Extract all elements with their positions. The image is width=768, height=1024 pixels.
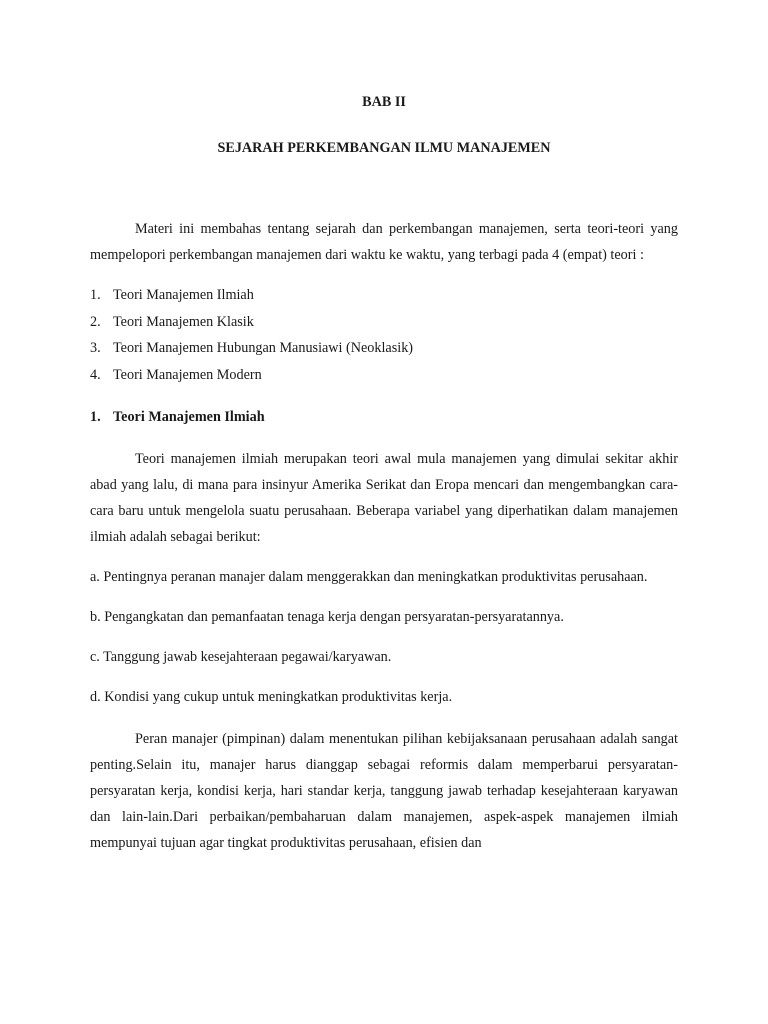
variable-item-c: c. Tanggung jawab kesejahteraan pegawai/karyawan.	[90, 649, 392, 665]
variable-item-d: d. Kondisi yang cukup untuk meningkatkan produktivitas kerja.	[90, 689, 453, 705]
section-paragraph-2: Peran manajer (pimpinan) dalam menentukan pilihan kebijaksanaan perusahaan adalah sangat penting.Selain itu, manajer harus dianggap sebagai reformis dalam memperbarui persyaratan-persyaratan kerja, kondisi kerja, hari standar kerja, tanggung jawab terhadap kesejahteraan karyawan dan lain-lain.Dari perbaikan/pembaharuan dalam manajemen, aspek-aspek manajemen ilmiah mempunyai tujuan agar tingkat produktivitas perusahaan, efisien dan	[90, 731, 678, 851]
section-number: 1.	[90, 409, 101, 425]
list-item	[90, 282, 678, 309]
section-heading	[90, 404, 678, 430]
list-item	[90, 335, 678, 362]
section-title: Teori Manajemen Ilmiah	[113, 409, 265, 425]
intro-paragraph: Materi ini membahas tentang sejarah dan perkembangan manajemen, serta teori-teori yang mempelopori perkembangan manajemen dari waktu ke waktu, yang terbagi pada 4 (empat) teori :	[90, 221, 678, 263]
theory-list	[90, 282, 678, 388]
list-item-label: Teori Manajemen Ilmiah	[113, 287, 254, 303]
chapter-title: SEJARAH PERKEMBANGAN ILMU MANAJEMEN	[217, 140, 551, 156]
chapter-heading: BAB II	[362, 94, 406, 110]
list-item-number: 3.	[90, 340, 101, 356]
page-content	[90, 88, 678, 856]
list-item-label: Teori Manajemen Klasik	[113, 313, 254, 330]
list-item-label: Teori Manajemen Hubungan Manusiawi (Neoklasik)	[113, 340, 414, 356]
list-item-number: 1.	[90, 287, 101, 303]
list-item-number: 4.	[90, 366, 101, 383]
list-item	[90, 362, 678, 389]
list-item-number: 2.	[90, 313, 101, 330]
list-item-label: Teori Manajemen Modern	[113, 366, 262, 383]
variable-item-a: a. Pentingnya peranan manajer dalam menggerakkan dan meningkatkan produktivitas perusahaan.	[90, 569, 648, 585]
section-paragraph: Teori manajemen ilmiah merupakan teori awal mula manajemen yang dimulai sekitar akhir abad yang lalu, di mana para insinyur Amerika Serikat dan Eropa mencari dan mengembangkan cara-cara baru untuk mengelola suatu perusahaan. Beberapa variabel yang diperhatikan dalam manajemen ilmiah adalah sebagai berikut:	[90, 451, 678, 545]
variable-item-b: b. Pengangkatan dan pemanfaatan tenaga kerja dengan persyaratan-persyaratannya.	[90, 609, 564, 625]
list-item	[90, 309, 678, 336]
